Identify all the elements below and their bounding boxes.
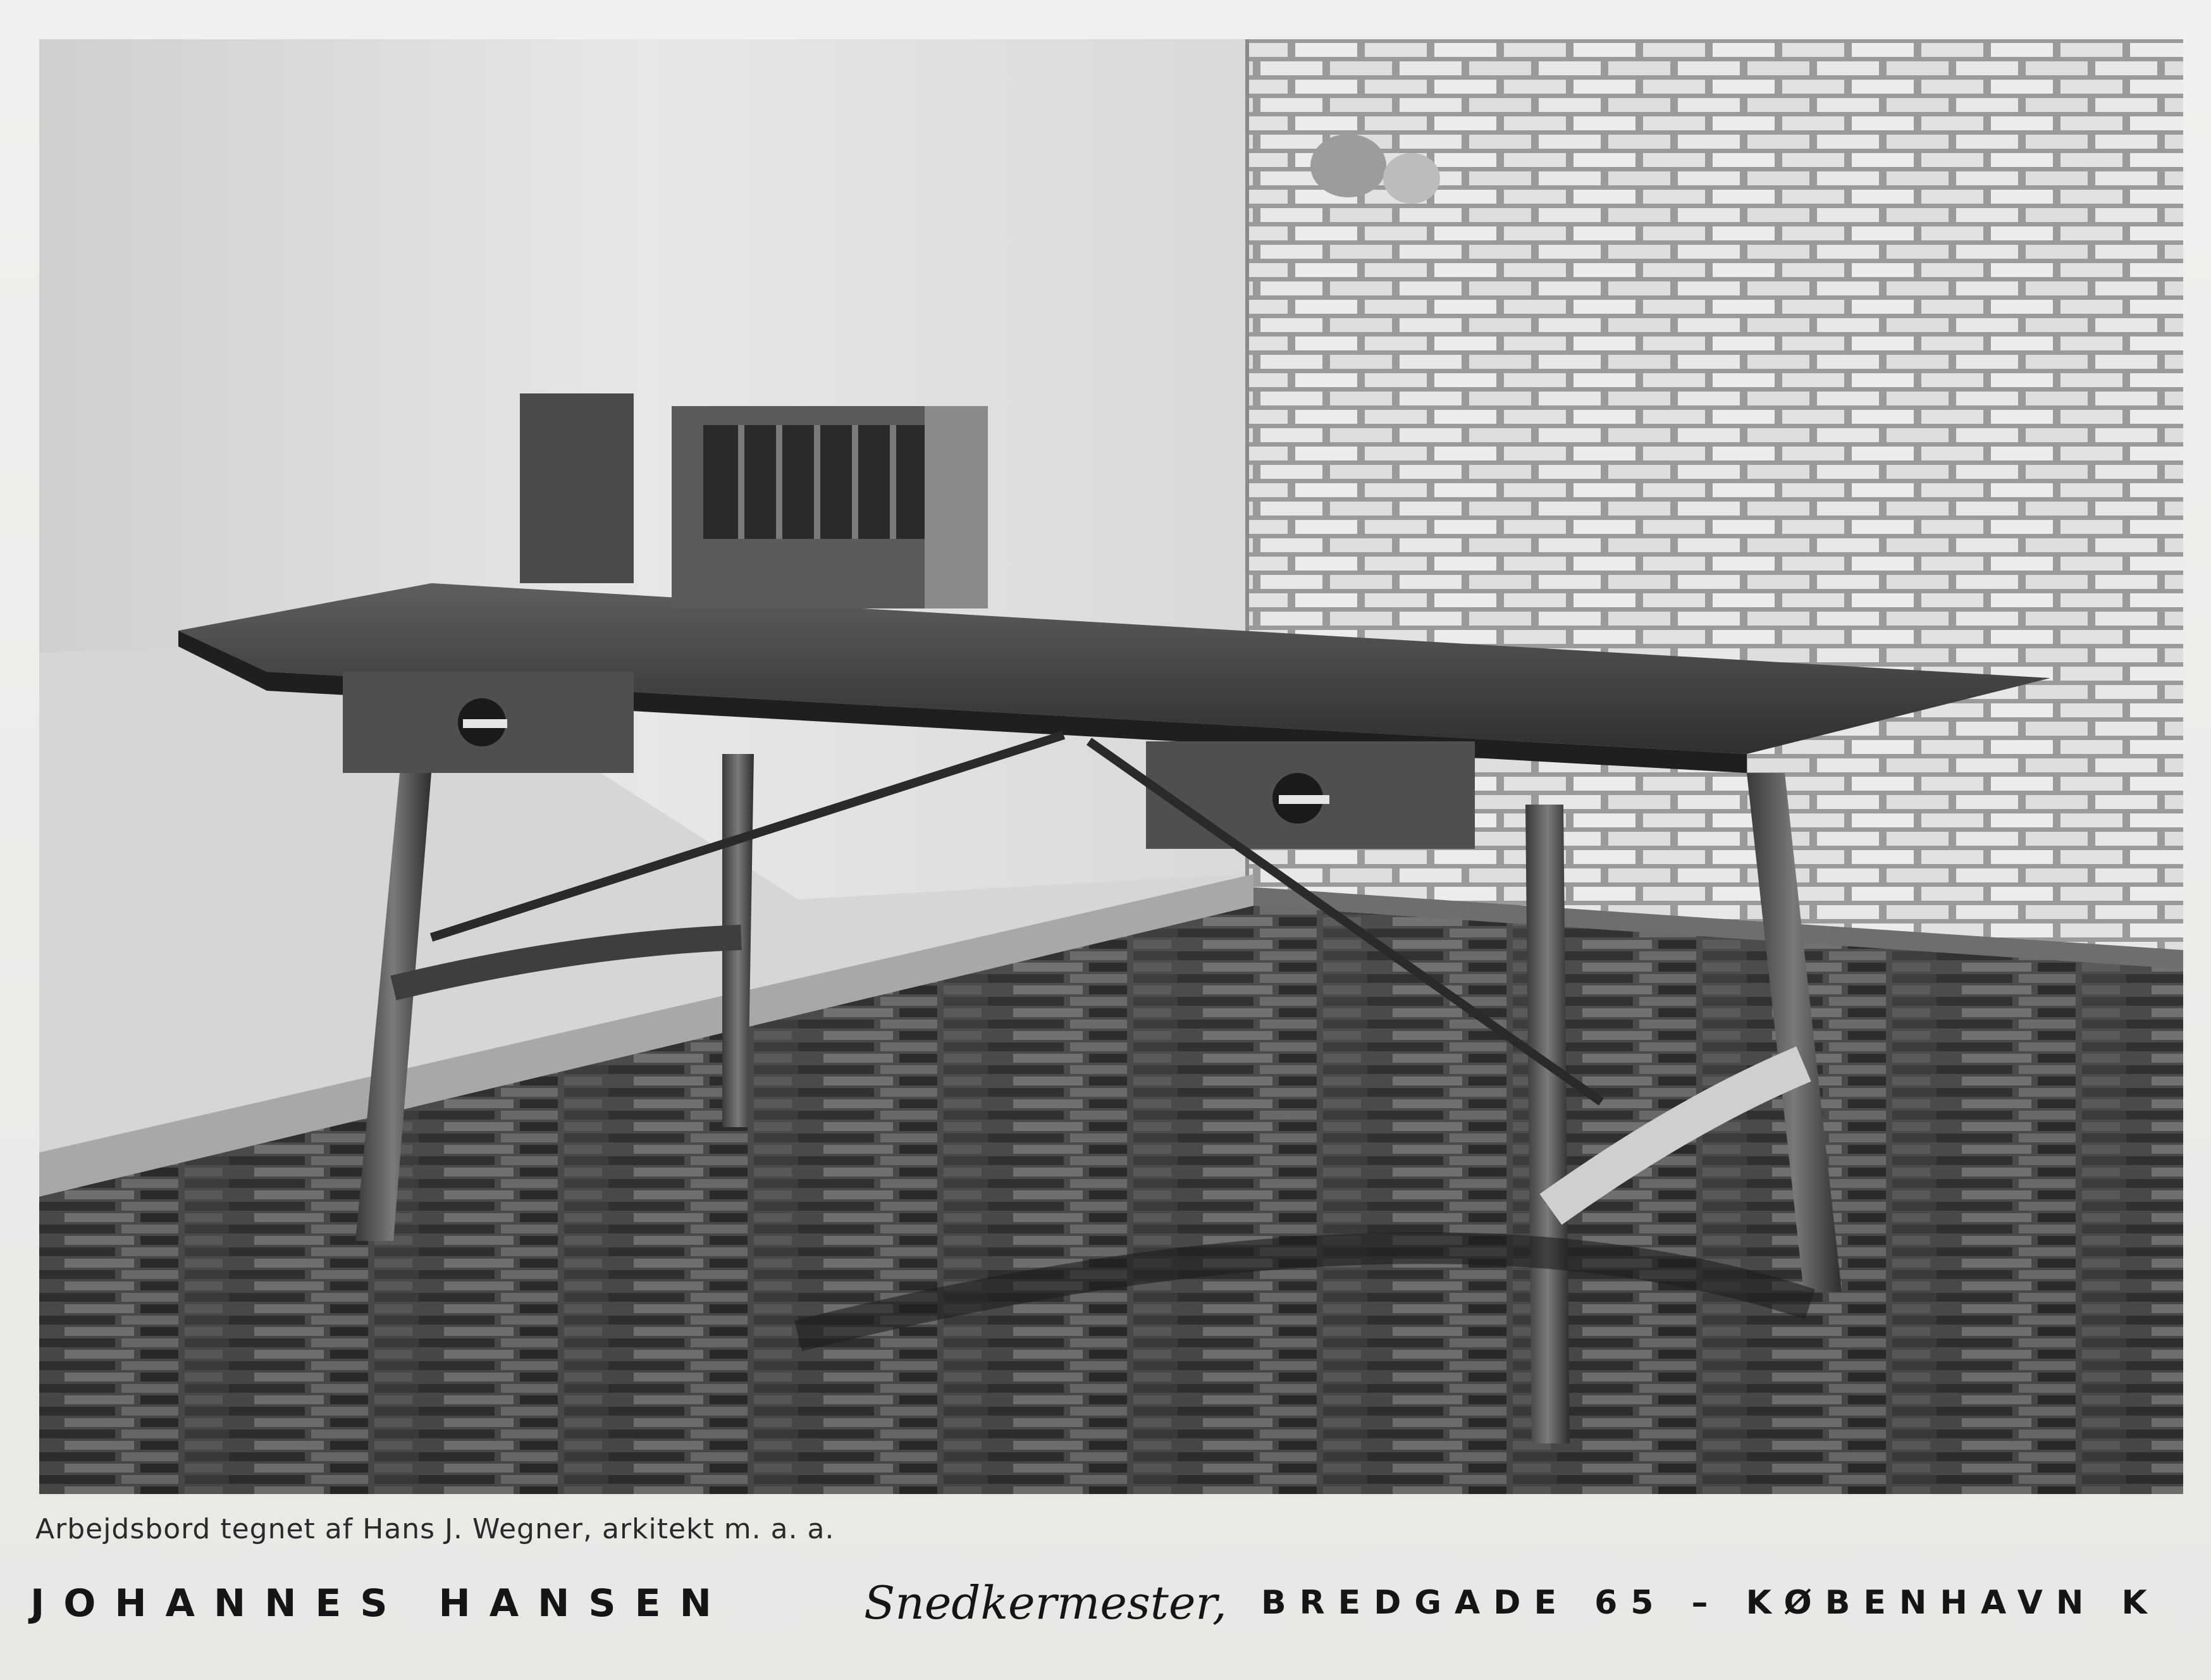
desk-photo-illustration xyxy=(39,39,2183,1494)
maker-address: BREDGADE 65 – KØBENHAVN K xyxy=(1261,1584,2160,1622)
trade-title: Snedkermester, xyxy=(864,1576,1227,1629)
advertiser-footer xyxy=(30,1576,2181,1651)
desk-photograph xyxy=(39,39,2183,1494)
maker-name: JOHANNES HANSEN xyxy=(30,1581,730,1626)
photo-caption: Arbejdsbord tegnet af Hans J. Wegner, arkitekt m. a. a. xyxy=(35,1513,835,1545)
